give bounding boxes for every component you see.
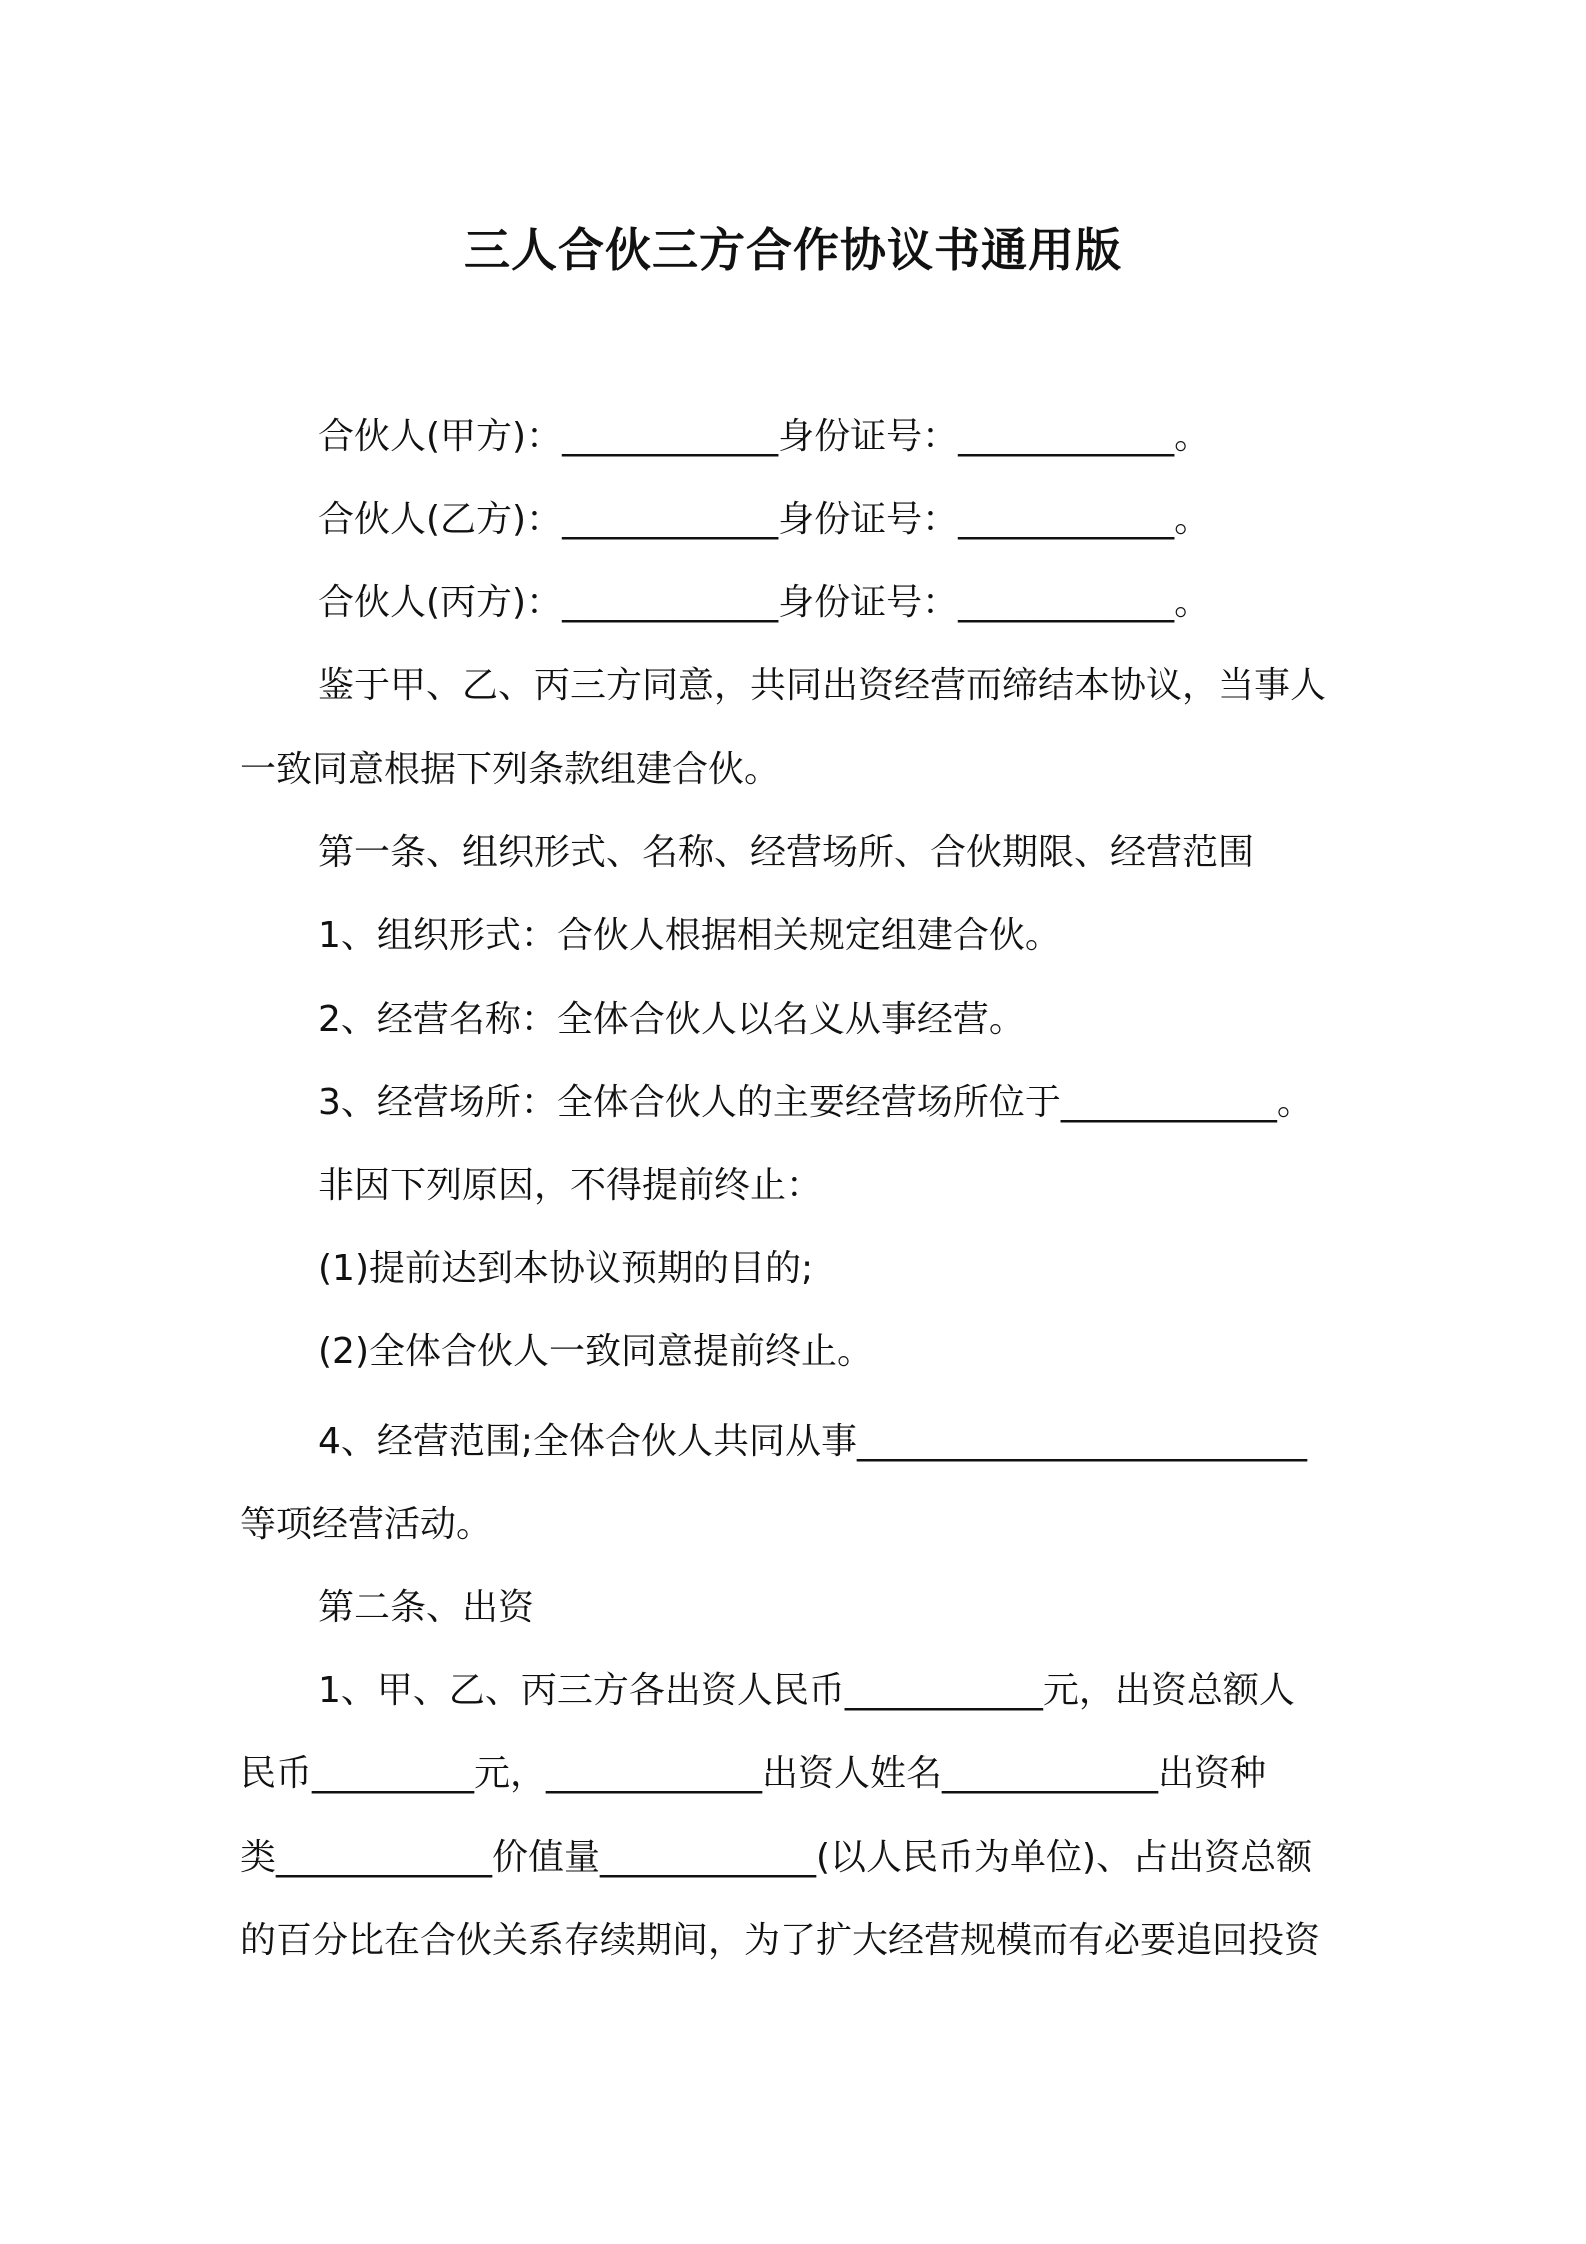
preamble-line-1: 鉴于甲、乙、丙三方同意，共同出资经营而缔结本协议，当事人 xyxy=(318,665,1327,706)
article-1-item-2: 2、经营名称：全体合伙人以名义从事经营。 xyxy=(318,999,1025,1040)
article-1-item-4-cont: 等项经营活动。 xyxy=(240,1504,493,1545)
preamble-line-2: 一致同意根据下列条款组建合伙。 xyxy=(240,749,781,790)
termination-clause: 非因下列原因，不得提前终止： xyxy=(318,1165,823,1206)
article-1-item-1: 1、组织形式：合伙人根据相关规定组建合伙。 xyxy=(318,915,1061,956)
article-2-item-1-line-2: 民币_________元，____________出资人姓名____________出资种 xyxy=(240,1753,1267,1794)
termination-reason-2: (2)全体合伙人一致同意提前终止。 xyxy=(318,1331,873,1372)
article-2-heading: 第二条、出资 xyxy=(318,1587,535,1628)
article-1-heading: 第一条、组织形式、名称、经营场所、合伙期限、经营范围 xyxy=(318,832,1255,873)
party-b-line: 合伙人(乙方)：____________身份证号：____________。 xyxy=(318,499,1211,540)
article-2-item-1-line-1: 1、甲、乙、丙三方各出资人民币___________元，出资总额人 xyxy=(318,1670,1295,1711)
party-a-line: 合伙人(甲方)：____________身份证号：____________。 xyxy=(318,416,1211,457)
article-2-item-1-line-4: 的百分比在合伙关系存续期间，为了扩大经营规模而有必要追回投资 xyxy=(240,1920,1321,1961)
article-1-item-4: 4、经营范围;全体合伙人共同从事_________________________ xyxy=(318,1421,1308,1462)
document-title: 三人合伙三方合作协议书通用版 xyxy=(464,223,1122,277)
article-2-item-1-line-3: 类____________价值量____________(以人民币为单位)、占出资总额 xyxy=(240,1837,1313,1878)
article-1-item-3: 3、经营场所：全体合伙人的主要经营场所位于____________。 xyxy=(318,1082,1313,1123)
party-c-line: 合伙人(丙方)：____________身份证号：____________。 xyxy=(318,582,1211,623)
termination-reason-1: (1)提前达到本协议预期的目的; xyxy=(318,1248,814,1289)
